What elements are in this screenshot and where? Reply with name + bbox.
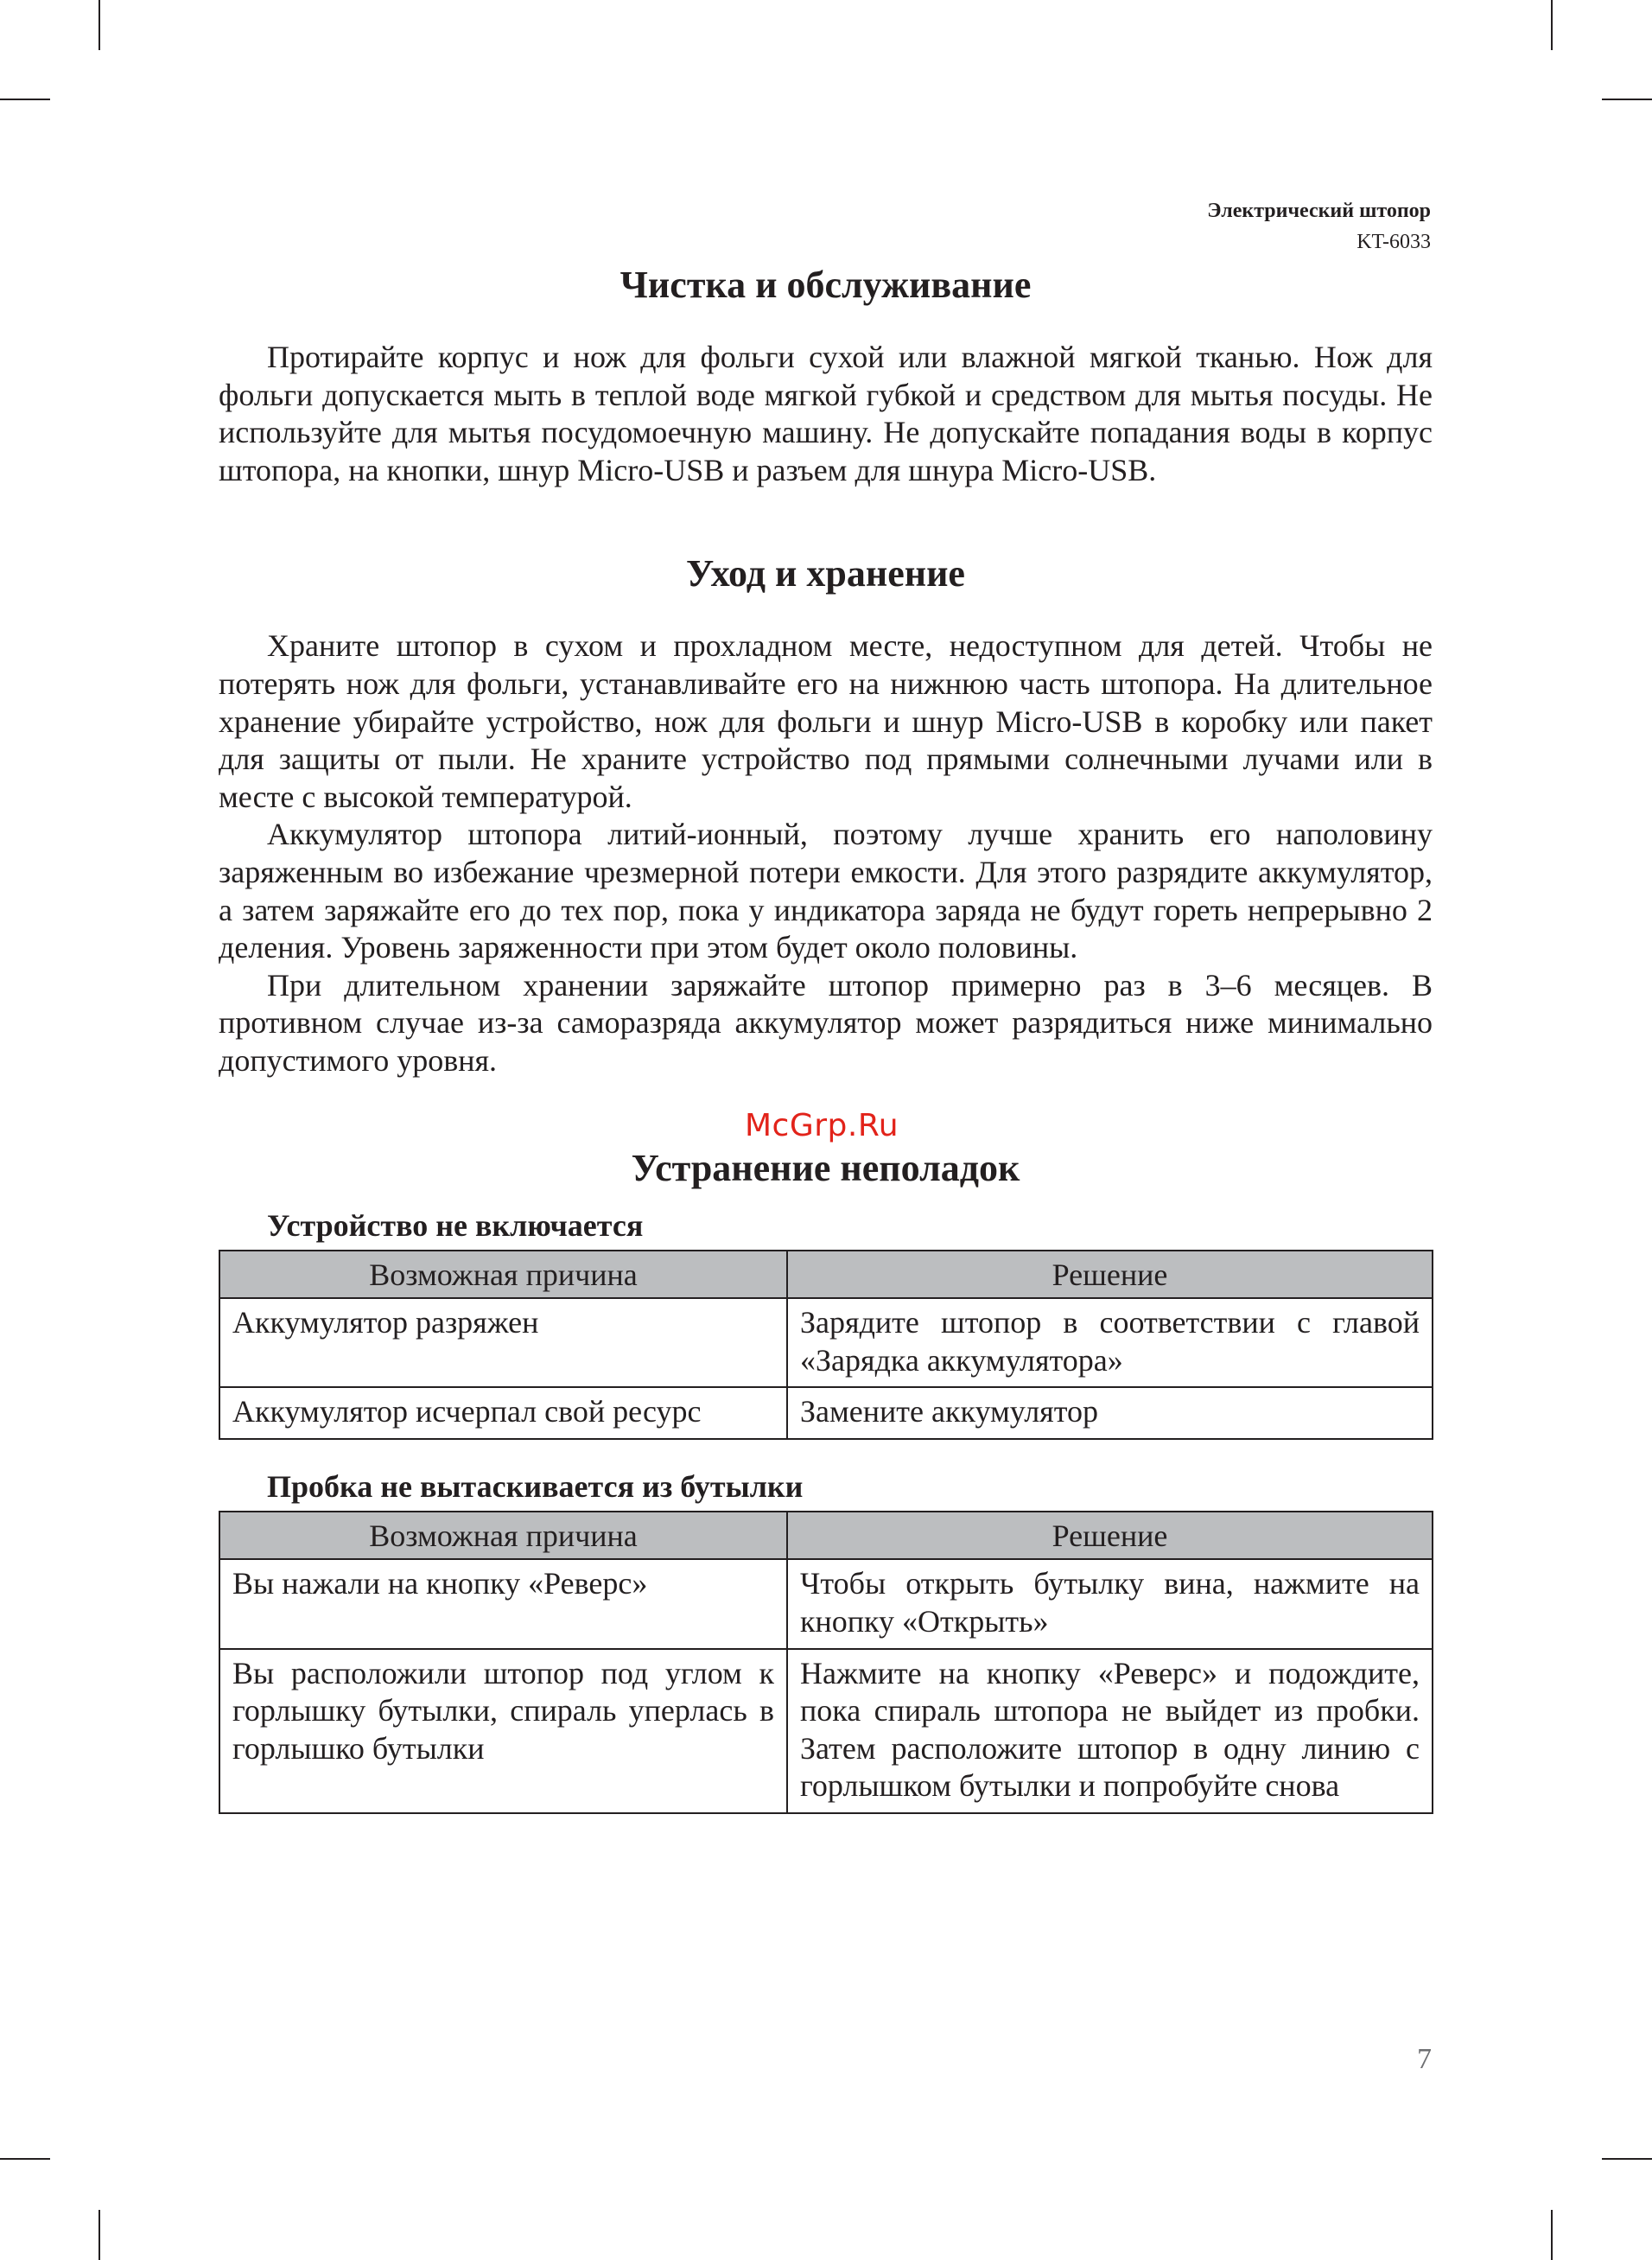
crop-mark xyxy=(1551,2210,1553,2260)
paragraph: Храните штопор в сухом и прохладном месте, недоступном для детей. Чтобы не потерять нож для фольги, устанавливайте его на нижнюю часть штопора. На длительное хранение убирайте устройство, нож для фольги и шнур Micro-USB в коробку или пакет для защиты от пыли. Не храните устройство под прямыми солнечными лучами или в месте с высокой температурой. xyxy=(219,628,1433,814)
cause-cell: Вы нажали на кнопку «Реверс» xyxy=(219,1559,787,1648)
paragraph: Аккумулятор штопора литий-ионный, поэтому лучше хранить его наполовину заряженным во избежание чрезмерной потери емкости. Для этого разрядите аккумулятор, а затем заряжайте его до тех пор, пока у индикатора заряда не будут гореть непрерывно 2 деления. Уровень заряженности при этом будет около половины. xyxy=(219,817,1433,965)
header-product: Электрический штопор xyxy=(1207,200,1431,222)
solution-cell: Чтобы открыть бутылку вина, нажмите на кнопку «Открыть» xyxy=(787,1559,1433,1648)
table-row xyxy=(219,1387,1433,1439)
solution-cell: Нажмите на кнопку «Реверс» и подождите, пока спираль штопора не выйдет из пробки. Затем расположите штопор в одну линию с горлышком бутылки и попробуйте снова xyxy=(787,1649,1433,1813)
section-title-storage: Уход и хранение xyxy=(686,552,965,595)
table-header-row xyxy=(219,1512,1433,1560)
page-number: 7 xyxy=(1417,2043,1432,2075)
table-row xyxy=(219,1559,1433,1648)
section-body-storage xyxy=(219,627,1433,1079)
watermark-text: McGrp.Ru xyxy=(745,1108,899,1143)
column-header-solution: Решение xyxy=(787,1251,1433,1299)
cause-cell: Вы расположили штопор под углом к горлышку бутылки, спираль уперлась в горлышко бутылки xyxy=(219,1649,787,1813)
column-header-cause: Возможная причина xyxy=(219,1512,787,1560)
column-header-cause: Возможная причина xyxy=(219,1251,787,1299)
crop-mark xyxy=(1551,0,1553,50)
troubleshooting-table-cork-stuck xyxy=(219,1511,1433,1814)
cause-cell: Аккумулятор разряжен xyxy=(219,1298,787,1387)
page-content xyxy=(219,259,1433,1814)
solution-cell: Зарядите штопор в соответствии с главой «Зарядка аккумулятора» xyxy=(787,1298,1433,1387)
paragraph: Протирайте корпус и нож для фольги сухой или влажной мягкой тканью. Нож для фольги допускается мыть в теплой воде мягкой губкой и средством для мытья посуды. Не используйте для мытья посудомоечную машину. Не допускайте попадания воды в корпус штопора, на кнопки, шнур Micro-USB и разъем для шнура Micro-USB. xyxy=(219,340,1433,487)
solution-cell: Замените аккумулятор xyxy=(787,1387,1433,1439)
crop-mark xyxy=(0,99,50,100)
table-header-row xyxy=(219,1251,1433,1299)
table-row xyxy=(219,1649,1433,1813)
column-header-solution: Решение xyxy=(787,1512,1433,1560)
paragraph: При длительном хранении заряжайте штопор примерно раз в 3–6 месяцев. В противном случае из-за саморазряда аккумулятор может разрядиться ниже минимально допустимого уровня. xyxy=(219,967,1433,1078)
table-heading-cork-stuck: Пробка не вытаскивается из бутылки xyxy=(267,1468,804,1504)
cause-cell: Аккумулятор исчерпал свой ресурс xyxy=(219,1387,787,1439)
running-header xyxy=(1207,195,1431,258)
troubleshooting-table-no-power xyxy=(219,1250,1433,1440)
crop-mark xyxy=(0,2158,50,2160)
table-heading-no-power: Устройство не включается xyxy=(267,1207,644,1243)
crop-mark xyxy=(1602,2158,1652,2160)
table-row xyxy=(219,1298,1433,1387)
section-title-troubleshooting: Устранение неполадок xyxy=(631,1146,1020,1189)
header-model: KT-6033 xyxy=(1357,231,1431,253)
crop-mark xyxy=(1602,99,1652,100)
section-body-cleaning xyxy=(219,339,1433,489)
crop-mark xyxy=(98,2210,100,2260)
crop-mark xyxy=(98,0,100,50)
section-title-cleaning: Чистка и обслуживание xyxy=(620,264,1032,306)
